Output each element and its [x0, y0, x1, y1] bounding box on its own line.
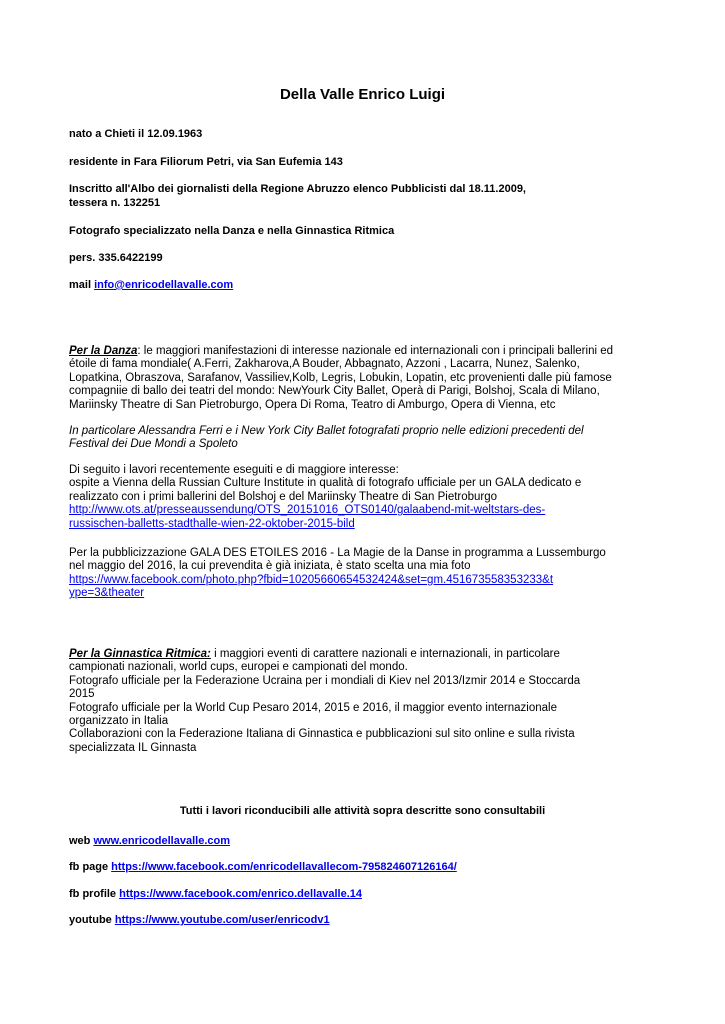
web-info: [69, 835, 669, 848]
mail-link[interactable]: info@enricodellavalle.com: [94, 279, 234, 291]
mail-label: mail: [69, 279, 95, 291]
recent-works: [69, 464, 665, 531]
danza-row: Mariinsky Theatre di San Pietroburgo, Opera Di Roma, Teatro di Amburgo, Opera di Vienna, etc: [69, 398, 556, 411]
italic-row: Festival dei Due Mondi a Spoleto: [69, 438, 238, 451]
ginnastica-row: Collaborazioni con la Federazione Italiana di Ginnastica e pubblicazioni sul sito online e sulla rivista: [69, 728, 575, 741]
fb-page-info: [69, 861, 669, 874]
specialty-info: Fotografo specializzato nella Danza e nella Ginnastica Ritmica: [69, 225, 395, 237]
youtube-label: youtube: [69, 914, 115, 926]
register-info-line-1: Inscritto all'Albo dei giornalisti della Regione Abruzzo elenco Pubblicisti dal 18.11.2009,: [69, 183, 526, 195]
danza-first-row: Per la Danza: le maggiori manifestazioni di interesse nazionale ed internazionali con i principali ballerini ed: [69, 345, 614, 357]
web-label: web: [69, 835, 94, 847]
fb-page-label: fb page: [69, 861, 112, 873]
ginnastica-paragraph: [69, 648, 665, 755]
ginnastica-row: specializzata IL Ginnasta: [69, 741, 197, 754]
danza-row: étoile di fama mondiale( A.Ferri, Zakharova,A Bouder, Abbagnato, Azzoni , Lacarra, Nunez, Salenko,: [69, 358, 580, 371]
fb-page-link[interactable]: https://www.facebook.com/enricodellavallecom-795824607126164/: [111, 861, 457, 873]
register-info-line-2: tessera n. 132251: [69, 197, 161, 209]
ginnastica-heading: Per la Ginnastica Ritmica:: [69, 648, 211, 660]
ots-link[interactable]: http://www.ots.at/presseaussendung/OTS_20151016_OTS0140/galaabend-mit-weltstars-des- russischen-balletts-stadthalle-wien-22-oktober-2015-bild: [69, 504, 546, 530]
danza-row: Lopatkina, Obraszova, Sarafanov, Vassiliev,Kolb, Legris, Lobukin, Lopatin, etc provenienti dalle più famose: [69, 371, 612, 384]
youtube-link[interactable]: https://www.youtube.com/user/enricodv1: [114, 914, 330, 926]
recent-row: realizzato con i primi ballerini del Bolshoj e del Mariinsky Theatre di San Pietroburgo: [69, 490, 498, 503]
recent-row: ospite a Vienna della Russian Culture Institute in qualità di fotografo ufficiale per un GALA dedicato e: [69, 477, 582, 490]
fb-profile-label: fb profile: [69, 888, 120, 900]
ginnastica-row: 2015: [69, 688, 95, 701]
birth-info: nato a Chieti il 12.09.1963: [69, 128, 203, 140]
gala-row: nel maggio del 2016, la cui prevendita è già iniziata, è stato scelta una mia foto: [69, 560, 471, 573]
ginnastica-row: Fotografo ufficiale per la Federazione Ucraina per i mondiali di Kiev nel 2013/Izmir 2014 e Stoccarda: [69, 674, 581, 687]
ginnastica-first-row: Per la Ginnastica Ritmica: i maggiori eventi di carattere nazionali e internazionali, in particolare: [69, 648, 560, 660]
danza-paragraph: [69, 345, 665, 412]
gala-row: Per la pubblicizzazione GALA DES ETOILES 2016 - La Magie de la Danse in programma a Lussemburgo: [69, 547, 606, 559]
italic-row: In particolare Alessandra Ferri e i New York City Ballet fotografati proprio nelle edizioni precedenti del: [69, 425, 584, 437]
danza-italic-note: [69, 425, 665, 452]
ginnastica-row: Fotografo ufficiale per la World Cup Pesaro 2014, 2015 e 2016, il maggior evento internazionale: [69, 701, 557, 714]
danza-row: compagniie di ballo dei teatri del mondo: NewYourk City Ballet, Operà di Parigi, Bolshoj, Scala di Milano,: [69, 385, 600, 398]
mail-info: [69, 279, 669, 292]
facebook-photo-link[interactable]: https://www.facebook.com/photo.php?fbid=10205660654532424&set=gm.451673558353233&t ype=3&theater: [69, 573, 554, 600]
ginnastica-row: organizzato in Italia: [69, 715, 169, 728]
summary-text: Tutti i lavori riconducibili alle attività sopra descritte sono consultabili: [179, 805, 546, 817]
gala-paragraph: [69, 547, 665, 601]
fb-profile-info: [69, 888, 669, 901]
youtube-info: [69, 914, 669, 927]
fb-profile-link[interactable]: https://www.facebook.com/enrico.dellavalle.14: [119, 888, 362, 900]
website-link[interactable]: www.enricodellavalle.com: [93, 835, 230, 847]
recent-row: Di seguito i lavori recentemente eseguiti e di maggiore interesse:: [69, 464, 399, 476]
residence-info: residente in Fara Filiorum Petri, via San Eufemia 143: [69, 156, 343, 168]
document-title: Della Valle Enrico Luigi: [279, 86, 446, 103]
ginnastica-row: campionati nazionali, world cups, europei e campionati del mondo.: [69, 661, 408, 674]
danza-heading: Per la Danza: [69, 345, 138, 357]
phone-info: pers. 335.6422199: [69, 252, 163, 264]
